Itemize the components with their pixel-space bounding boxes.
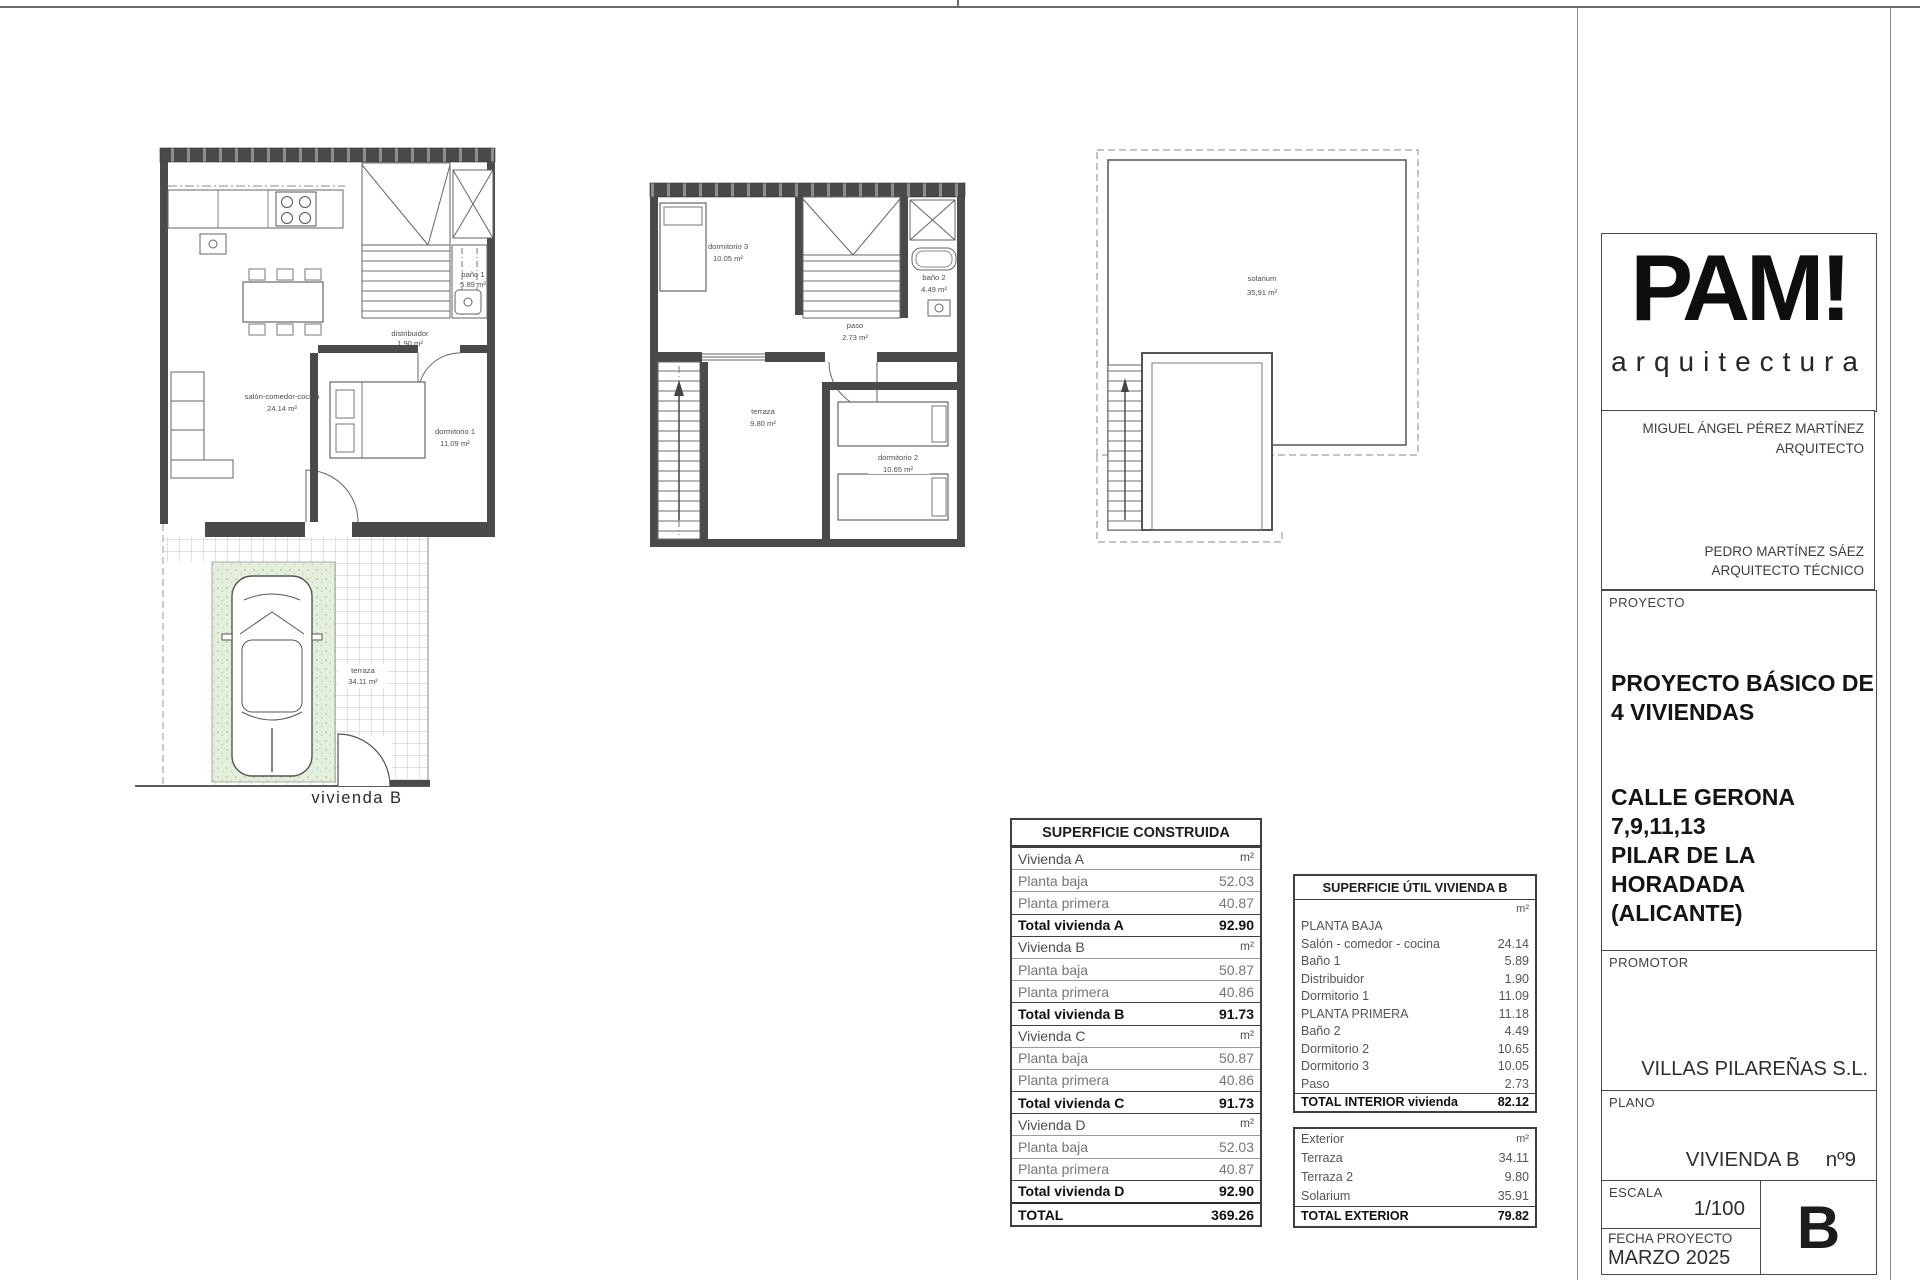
- kitchen-counter: [168, 186, 345, 228]
- table-row: Salón - comedor - cocina 24.14: [1301, 936, 1529, 951]
- table-row: Planta primera 40.86: [1012, 1069, 1260, 1091]
- room-label: solarium: [1247, 274, 1277, 283]
- sink-icon: [928, 300, 950, 316]
- table-row: Dormitorio 2 10.65: [1301, 1041, 1529, 1056]
- car-icon: [222, 576, 322, 776]
- terrace: [135, 524, 430, 786]
- date-label: FECHA PROYECTO: [1608, 1231, 1733, 1246]
- table-row: Solarium 35.91: [1301, 1189, 1529, 1204]
- plan-solarium: [1097, 150, 1418, 542]
- table-row: Exterior m²: [1301, 1131, 1529, 1146]
- sink-icon: [200, 234, 226, 254]
- table-title: SUPERFICIE CONSTRUIDA: [1012, 820, 1260, 847]
- project-title: PROYECTO BÁSICO DE 4 VIVIENDAS: [1611, 670, 1874, 725]
- room-area: 9.80 m²: [750, 419, 776, 428]
- table-row: Dormitorio 1 11.09: [1301, 989, 1529, 1004]
- room-area: 11.09 m²: [440, 439, 470, 448]
- room-label: baño 1: [461, 270, 485, 279]
- promoter-name: VILLAS PILAREÑAS S.L.: [1641, 1058, 1868, 1080]
- table-row: Planta primera 40.87: [1012, 1158, 1260, 1180]
- table-row-total: TOTAL INTERIOR vivienda 82.12: [1295, 1093, 1535, 1112]
- room-label: distribuidor: [391, 329, 429, 338]
- titleblock-outer-right-line: [1890, 8, 1891, 1280]
- room-area: 5.89 m²: [460, 280, 486, 289]
- date-box: [1601, 1228, 1762, 1275]
- table-row: PLANTA BAJA: [1301, 919, 1383, 934]
- superficie-util-interior-table: [1293, 874, 1537, 1113]
- sheet-letter-box: [1760, 1180, 1877, 1275]
- room-area: 10.65 m²: [883, 465, 913, 474]
- plan-label: PLANO: [1609, 1095, 1656, 1110]
- room-label: salón-comedor-cocina: [244, 392, 320, 401]
- bed-icon: [660, 203, 706, 291]
- firm-logo-box: [1601, 233, 1877, 412]
- table-row: Baño 1 5.89: [1301, 954, 1529, 969]
- room-label: baño 2: [922, 273, 946, 282]
- room-label: dormitorio 1: [434, 427, 476, 436]
- promoter-label: PROMOTOR: [1609, 955, 1689, 970]
- room-area: 24.14 m²: [267, 404, 297, 413]
- titleblock-outer-left-line: [1577, 8, 1578, 1280]
- scale-label: ESCALA: [1609, 1185, 1663, 1200]
- table-row: Total vivienda C 91.73: [1012, 1091, 1260, 1113]
- table-row: Paso 2.73: [1301, 1076, 1529, 1091]
- sofa-icon: [171, 372, 233, 478]
- promoter-box: [1601, 950, 1877, 1092]
- room-area: 4.49 m²: [921, 285, 947, 294]
- window-icon: [702, 354, 765, 360]
- technical-architect-credit: PEDRO MARTÍNEZ SÁEZ ARQUITECTO TÉCNICO: [1704, 543, 1864, 579]
- architect-credit: MIGUEL ÁNGEL PÉREZ MARTÍNEZ ARQUITECTO: [1642, 421, 1864, 456]
- room-area: 35,91 m²: [1247, 288, 1277, 297]
- plan-caption: vivienda B: [311, 789, 403, 807]
- superficie-util-exterior-table: [1293, 1127, 1537, 1228]
- room-label: dormitorio 3: [707, 242, 749, 251]
- plan-name: VIVIENDA B nº9: [1685, 1148, 1856, 1171]
- plan-name-box: [1601, 1090, 1877, 1182]
- firm-logo-subtitle: arquitectura: [1611, 346, 1867, 377]
- table-row: Planta baja 50.87: [1012, 1047, 1260, 1069]
- stairs-icon: [1108, 365, 1142, 530]
- table-row-total: TOTAL 369.26: [1012, 1202, 1260, 1225]
- date-value: MARZO 2025: [1608, 1247, 1731, 1269]
- room-label: paso: [846, 321, 864, 330]
- table-row: Terraza 2 9.80: [1301, 1169, 1529, 1184]
- stove-icon: [276, 192, 316, 226]
- room-label: terraza: [751, 407, 775, 416]
- table-row-total: TOTAL EXTERIOR 79.82: [1295, 1206, 1535, 1226]
- courtyard-void: [1142, 353, 1272, 530]
- sheet-letter: B: [1796, 1194, 1841, 1261]
- bathroom2: [910, 200, 956, 316]
- superficie-construida-table: [1010, 818, 1262, 1227]
- stairs-up-icon: [658, 362, 708, 539]
- table-row: Planta primera 40.86: [1012, 980, 1260, 1002]
- table-row: PLANTA PRIMERA 11.18: [1301, 1006, 1529, 1021]
- table-row: Vivienda D m²: [1012, 1113, 1260, 1135]
- firm-logo: PAM!: [1630, 235, 1848, 340]
- table-row: Dormitorio 3 10.05: [1301, 1059, 1529, 1074]
- room-area: 10.05 m²: [713, 254, 743, 263]
- plan-planta-primera: [650, 183, 965, 547]
- table-row: m²: [1516, 902, 1529, 915]
- project-label: PROYECTO: [1609, 595, 1685, 610]
- scale-box: [1601, 1180, 1762, 1230]
- project-address: CALLE GERONA 7,9,11,13 PILAR DE LA HORADADA (ALICANTE): [1611, 784, 1795, 926]
- table-row: Baño 2 4.49: [1301, 1024, 1529, 1039]
- room-label: terraza: [351, 666, 375, 675]
- plan-planta-baja: [135, 148, 495, 807]
- table-row: Total vivienda D 92.90: [1012, 1180, 1260, 1202]
- room-area: 1.90 m²: [397, 339, 423, 348]
- table-row: Planta baja 52.03: [1012, 869, 1260, 891]
- table-row: Total vivienda B 91.73: [1012, 1002, 1260, 1024]
- table-row: Planta baja 52.03: [1012, 1135, 1260, 1157]
- table-row: Vivienda A m²: [1012, 847, 1260, 869]
- bed-icon: [330, 382, 425, 458]
- table-row: Distribuidor 1.90: [1301, 971, 1529, 986]
- dining-table-icon: [243, 269, 323, 335]
- room-area: 2.73 m²: [842, 333, 868, 342]
- stairs-icon: [803, 197, 900, 318]
- room-area: 34.11 m²: [348, 677, 378, 686]
- table-row: Vivienda C m²: [1012, 1025, 1260, 1047]
- table-row: Total vivienda A 92.90: [1012, 914, 1260, 936]
- architects-box: [1601, 410, 1875, 590]
- table-row: Planta baja 50.87: [1012, 958, 1260, 980]
- room-label: dormitorio 2: [877, 453, 919, 462]
- table-title: SUPERFICIE ÚTIL VIVIENDA B: [1295, 876, 1535, 900]
- table-row: Vivienda B m²: [1012, 936, 1260, 958]
- project-box: [1601, 590, 1877, 952]
- scale-value: 1/100: [1693, 1197, 1745, 1220]
- table-row: Planta primera 40.87: [1012, 891, 1260, 913]
- table-row: Terraza 34.11: [1301, 1150, 1529, 1165]
